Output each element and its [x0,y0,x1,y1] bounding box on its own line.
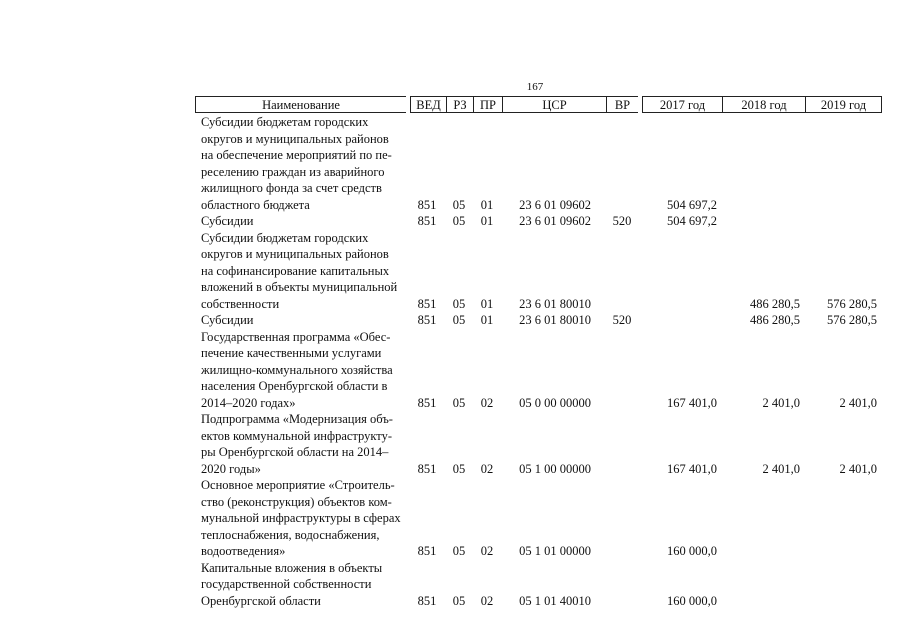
row-name-line: Подпрограмма «Модернизация объ- [201,412,393,426]
cell-pr: 01 [480,296,494,311]
cell-ved: 851 [417,544,437,558]
row-name-line: жилищно-коммунального хозяйства [201,362,393,377]
cell-csr: 23 6 01 80010 [519,296,591,311]
cell-y2019: 576 280,5 [827,313,877,327]
header-rz: РЗ [446,96,473,113]
row-name-line: 2020 годы» [201,461,261,476]
row-name-line: печение качественными услугами [201,346,382,360]
cell-rz: 05 [452,214,466,228]
cell-pr: 01 [480,214,494,228]
row-name-line: ры Оренбургской области на 2014– [201,445,389,459]
row-name-line: округов и муниципальных районов [201,131,389,146]
cell-csr: 05 1 01 40010 [519,593,591,608]
cell-ved: 851 [417,593,437,608]
cell-y2018: 486 280,5 [750,296,800,311]
row-name-line: на обеспечение мероприятий по пе- [201,148,392,162]
row-name-line: населения Оренбургской области в [201,379,388,393]
row-name-line: теплоснабжения, водоснабжения, [201,527,380,542]
header-2018: 2018 год [722,96,805,113]
cell-csr: 23 6 01 09602 [519,197,591,212]
header-2019: 2019 год [805,96,882,113]
cell-ved: 851 [417,395,437,410]
header-pr: ПР [473,96,502,113]
cell-ved: 851 [417,313,437,327]
table-row [0,477,905,560]
cell-ved: 851 [417,214,437,228]
cell-rz: 05 [452,544,466,558]
row-name-line: вложений в объекты муниципальной [201,280,398,294]
row-name [201,560,413,610]
table-row [0,114,905,213]
cell-csr: 23 6 01 80010 [519,313,591,327]
row-name [201,411,413,477]
cell-csr: 05 0 00 00000 [519,395,591,410]
cell-y2017: 167 401,0 [667,461,717,476]
cell-ved: 851 [417,296,437,311]
row-name-line: государственной собственности [201,577,372,591]
header-ved: ВЕД [410,96,446,113]
row-name-line: Государственная программа «Обес- [201,329,391,344]
table-row [0,411,905,477]
table-row [0,312,905,329]
cell-y2017: 160 000,0 [667,593,717,608]
row-name-line: областного бюджета [201,197,310,212]
row-name-line: ектов коммунальной инфраструкту- [201,428,392,443]
cell-rz: 05 [452,593,466,608]
row-name [201,312,413,329]
row-name [201,477,413,560]
cell-rz: 05 [452,313,466,327]
table-row [0,213,905,230]
cell-y2017: 160 000,0 [667,544,717,558]
row-name-line: ство (реконструкция) объектов ком- [201,494,392,509]
row-name [201,329,413,412]
cell-rz: 05 [452,197,466,212]
row-name-line: Субсидии бюджетам городских [201,115,369,129]
row-name-line: жилищного фонда за счет средств [201,181,382,195]
row-name-line: Основное мероприятие «Строитель- [201,478,395,492]
cell-y2019: 576 280,5 [827,296,877,311]
cell-y2018: 2 401,0 [762,395,800,410]
cell-rz: 05 [452,461,466,476]
row-name-line: реселению граждан из аварийного [201,164,385,179]
header-2017: 2017 год [642,96,722,113]
row-name-line: Субсидии [201,313,254,327]
table-row [0,329,905,412]
cell-pr: 02 [480,395,494,410]
cell-ved: 851 [417,461,437,476]
row-name-line: Оренбургской области [201,593,321,608]
row-name-line: водоотведения» [201,544,286,558]
cell-csr: 23 6 01 09602 [519,214,591,228]
cell-pr: 02 [480,461,494,476]
header-csr: ЦСР [502,96,606,113]
page-number: 167 [526,81,544,93]
cell-vr: 520 [612,214,632,228]
row-name [201,114,413,213]
cell-rz: 05 [452,395,466,410]
row-name-line: Капитальные вложения в объекты [201,560,383,575]
cell-csr: 05 1 00 00000 [519,461,591,476]
cell-y2018: 2 401,0 [762,461,800,476]
row-name-line: Субсидии [201,214,254,228]
row-name-line: на софинансирование капитальных [201,263,390,278]
row-name-line: мунальной инфраструктуры в сферах [201,511,401,525]
cell-y2017: 504 697,2 [667,214,717,228]
cell-pr: 01 [480,313,494,327]
header-name: Наименование [195,96,406,113]
cell-y2019: 2 401,0 [839,395,877,410]
cell-y2018: 486 280,5 [750,313,800,327]
row-name [201,213,413,230]
table-row [0,230,905,313]
cell-ved: 851 [417,197,437,212]
cell-pr: 02 [480,593,494,608]
cell-pr: 01 [480,197,494,212]
table-row [0,560,905,610]
row-name-line: округов и муниципальных районов [201,247,389,261]
cell-csr: 05 1 01 00000 [519,544,591,558]
cell-y2017: 167 401,0 [667,395,717,410]
row-name-line: собственности [201,296,280,311]
cell-y2019: 2 401,0 [839,461,877,476]
cell-pr: 02 [480,544,494,558]
row-name [201,230,413,313]
cell-y2017: 504 697,2 [667,197,717,212]
header-vr: ВР [606,96,638,113]
cell-vr: 520 [612,313,632,327]
row-name-line: Субсидии бюджетам городских [201,230,369,245]
row-name-line: 2014–2020 годах» [201,395,296,410]
cell-rz: 05 [452,296,466,311]
